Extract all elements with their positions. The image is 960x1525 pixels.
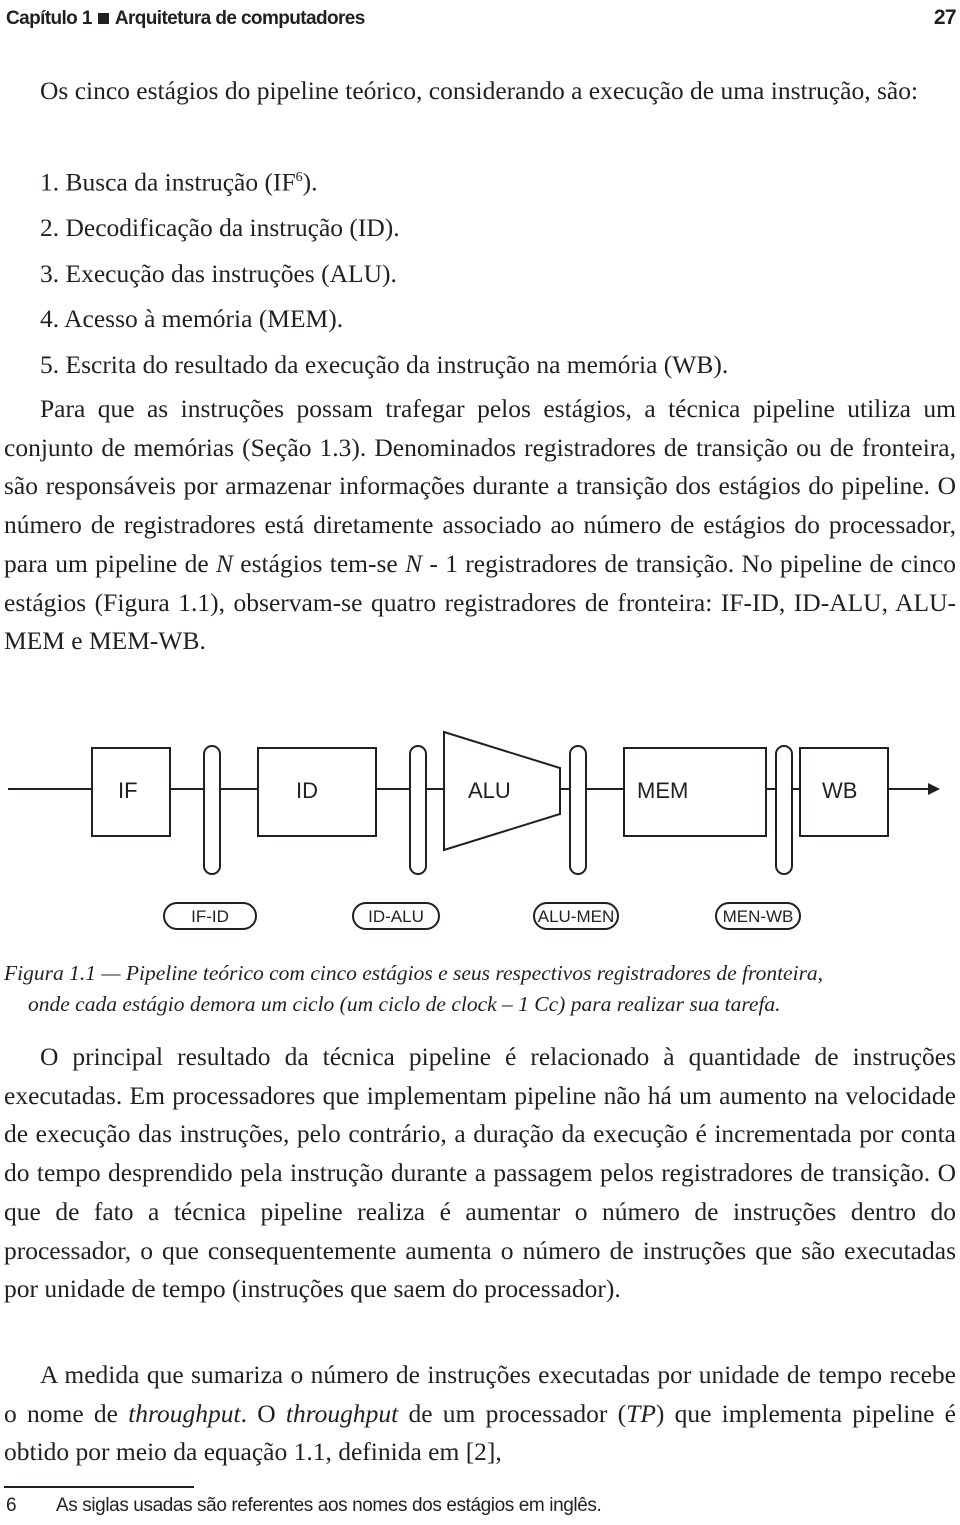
stage-label-mem: MEM — [637, 778, 689, 803]
register-bar-mem-wb — [776, 746, 792, 874]
footnote-divider — [4, 1486, 194, 1488]
page-header — [6, 6, 958, 34]
square-bullet-icon — [98, 13, 109, 24]
list-item: 2. Decodificação da instrução (ID). — [40, 213, 400, 242]
italic-run: throughput — [285, 1398, 399, 1428]
pipeline-diagram — [0, 728, 960, 938]
throughput-text — [4, 1356, 956, 1472]
caption-line: onde cada estágio demora um ciclo (um ciclo de clock – 1 Cc) para realizar sua tarefa. — [28, 992, 781, 1016]
list-item: 5. Escrita do resultado da execução da instrução na memória (WB). — [40, 349, 729, 379]
text-run: . O — [240, 1398, 286, 1428]
register-bar-id-alu — [410, 746, 426, 874]
text-run: de um processador ( — [398, 1398, 627, 1428]
page-number: 27 — [933, 6, 956, 29]
list-item: 3. Execução das instruções (ALU). — [40, 258, 397, 288]
list-item-text: ). — [302, 167, 318, 197]
stage-label-alu: ALU — [468, 778, 511, 803]
list-item — [40, 155, 728, 205]
footnote-number: 6 — [6, 1495, 17, 1516]
text-run: Para que as instruções possam trafegar pelos estágios, a técnica pipeline utiliza um conjunto de memórias (Seção 1.3). Denominados registradores de transição ou de fronteira, são responsáveis por armazenar informações durante a transição dos estágios do pipeline. O número de registradores está diretamente associado ao número de estágios do processador, para um pipeline de — [4, 394, 956, 578]
text-run: A medida que sumariza o número de instruções executadas por unidade de tempo recebe o nome de — [4, 1360, 956, 1428]
text-run: estágios tem-se — [232, 548, 406, 578]
result-text: O principal resultado da técnica pipeline é relacionado à quantidade de instruções executadas. Em processadores que implementam pipeline não há um aumento na velocidade de execução das instruções, pelo contrário, a duração da execução é incrementada por conta do tempo desprendido pela instrução durante a passagem pelos registradores de transição. O que de fato a técnica pipeline realiza é aumentar o número de instruções dentro do processador, o que consequentemente aumenta o número de instruções que são executadas por unidade de tempo (instruções que saem do processador). — [4, 1042, 956, 1304]
register-bar-if-id — [204, 746, 220, 874]
registers-text — [4, 390, 956, 661]
chapter-title: Arquitetura de computadores — [114, 8, 365, 29]
register-label-id-alu: ID-ALU — [368, 907, 424, 926]
throughput-paragraph — [4, 1356, 956, 1472]
text-run: ) que implementa pipeline é obtido por meio da equação 1.1, definida em [2], — [4, 1398, 956, 1467]
footnote — [6, 1495, 601, 1517]
italic-run: TP — [626, 1398, 656, 1428]
register-label-alu-mem: ALU-MEN — [537, 907, 615, 926]
intro-paragraph — [4, 72, 956, 111]
italic-run: N — [215, 548, 233, 578]
italic-run: N — [405, 548, 423, 578]
stage-label-id: ID — [296, 778, 318, 803]
running-head — [6, 8, 365, 30]
register-label-if-id: IF-ID — [191, 907, 229, 926]
list-item: 4. Acesso à memória (MEM). — [40, 304, 344, 333]
result-paragraph — [4, 1038, 956, 1309]
footnote-ref: 6 — [295, 170, 303, 185]
register-bar-alu-mem — [570, 746, 586, 874]
italic-run: throughput — [128, 1398, 241, 1428]
caption-line: Figura 1.1 — Pipeline teórico com cinco estágios e seus respectivos registradores de fronteira, — [4, 961, 824, 985]
footnote-text: As siglas usadas são referentes aos nomes dos estágios em inglês. — [56, 1495, 602, 1516]
stage-items — [40, 155, 728, 387]
chapter-label: Capítulo 1 — [6, 8, 92, 29]
stage-label-wb: WB — [822, 778, 858, 803]
list-item-text: 1. Busca da instrução (IF — [40, 167, 296, 197]
stage-label-if: IF — [118, 778, 138, 803]
figure-caption — [4, 958, 956, 1020]
text-run: - 1 registradores de transição. No pipeline de cinco estágios (Figura 1.1), observam-se quatro registradores de fronteira: IF-ID, ID-ALU, ALU-MEM e MEM-WB. — [4, 548, 957, 656]
intro-text: Os cinco estágios do pipeline teórico, considerando a execução de uma instrução, são: — [40, 76, 919, 105]
registers-paragraph — [4, 390, 956, 661]
register-label-mem-wb: MEN-WB — [722, 907, 794, 926]
output-arrow-icon — [928, 783, 940, 795]
